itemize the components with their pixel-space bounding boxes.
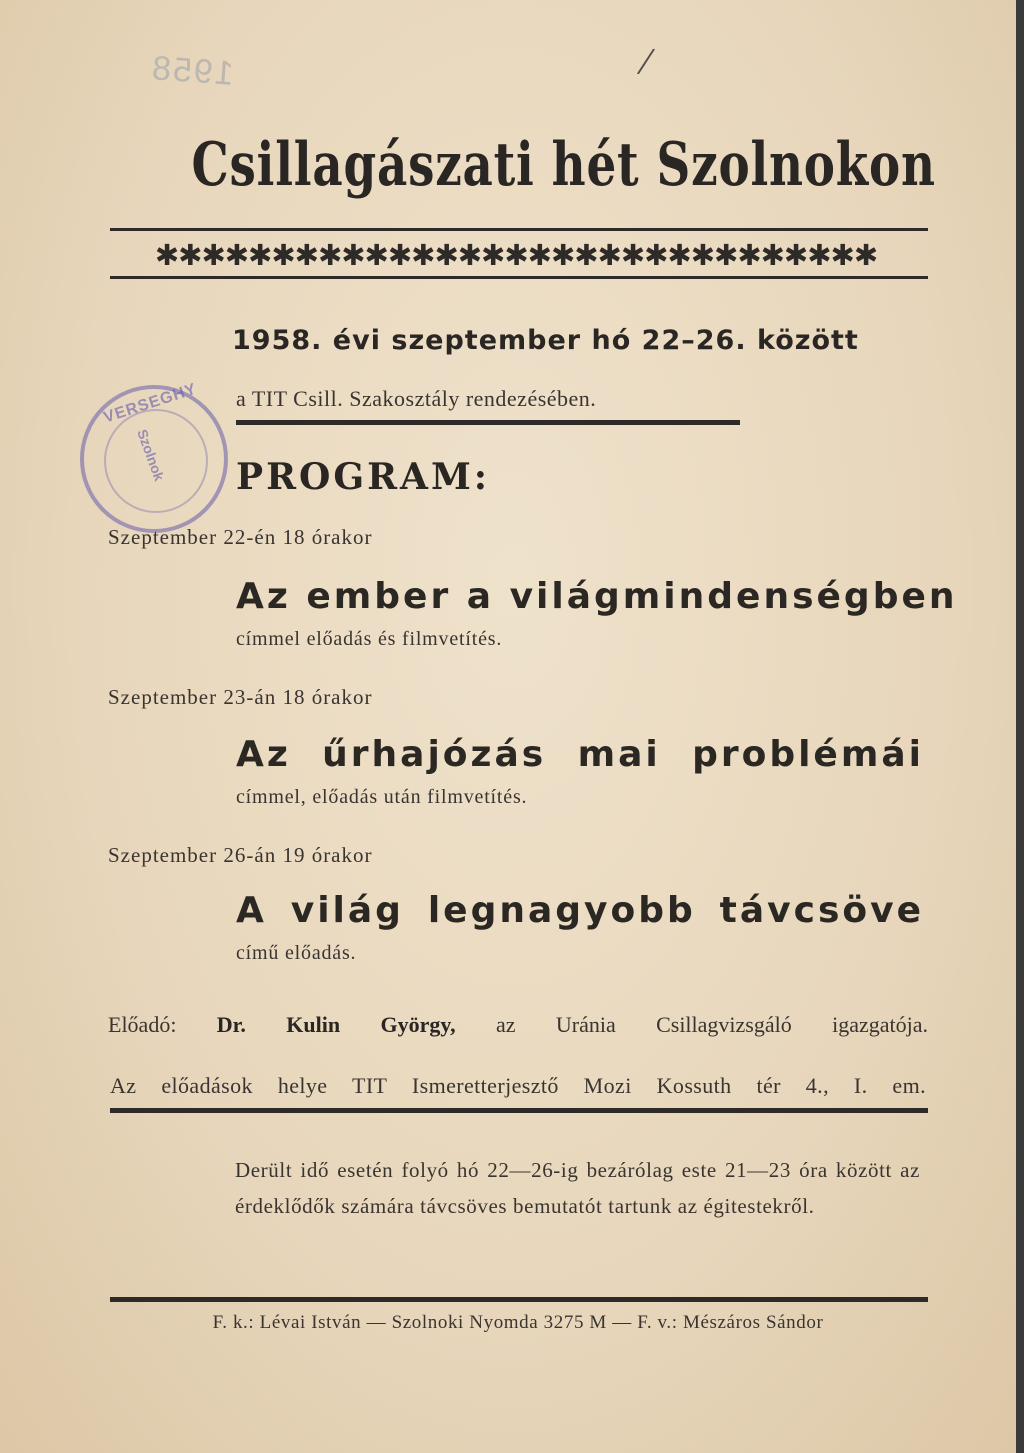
printer-footer: F. k.: Lévai István — Szolnoki Nyomda 3275 M — F. v.: Mészáros Sándor	[212, 1312, 824, 1333]
lecturer-role: az Uránia Csillagvizsgáló igazgatója.	[495, 1012, 928, 1037]
venue-line: Az előadások helye TIT Ismeretterjesztő Mozi Kossuth tér 4., I. em.	[110, 1073, 926, 1098]
event-dates: 1958. évi szeptember hó 22–26. között	[232, 325, 859, 356]
lecturer-line	[108, 1012, 928, 1038]
stamp-top-text: VERSEGHY	[101, 380, 200, 427]
title-rule-top	[110, 228, 928, 231]
program-heading: PROGRAM:	[236, 456, 491, 498]
event-2-time: Szeptember 23-án 18 órakor	[108, 685, 373, 709]
lecturer-name: Dr. Kulin György,	[216, 1012, 456, 1037]
pencil-note: 1958	[148, 49, 235, 93]
organizer-rule	[236, 420, 740, 425]
event-3-title: A világ legnagyobb távcsöve	[236, 890, 924, 931]
footer-rule	[110, 1297, 928, 1302]
event-1-time: Szeptember 22-én 18 órakor	[108, 525, 373, 549]
event-3-note: című előadás.	[236, 942, 357, 964]
stamp-mid-text: Szolnok	[134, 427, 168, 483]
event-1-title: Az ember a világmindenségben	[236, 576, 958, 617]
pen-mark: /	[634, 38, 658, 86]
scan-edge	[1016, 0, 1024, 1453]
organizer-line: a TIT Csill. Szakosztály rendezésében.	[236, 386, 597, 411]
poster-title: Csillagászati hét Szolnokon	[191, 130, 936, 200]
venue-rule	[110, 1108, 928, 1113]
library-stamp	[80, 380, 228, 533]
event-2-note: címmel, előadás után filmvetítés.	[236, 786, 528, 808]
title-rule-bottom	[110, 276, 928, 279]
star-border: ✱✱✱✱✱✱✱✱✱✱✱✱✱✱✱✱✱✱✱✱✱✱✱✱✱✱✱✱✱✱✱	[154, 238, 878, 272]
event-1-note: címmel előadás és filmvetítés.	[236, 628, 503, 650]
observation-note: Derült idő esetén folyó hó 22—26-ig bezárólag este 21—23 óra között az érdeklődők számára távcsöves bemutatót tartunk az égitestekről.	[235, 1158, 920, 1218]
lecturer-label: Előadó:	[108, 1012, 177, 1037]
event-2-title: Az űrhajózás mai problémái	[236, 734, 924, 775]
event-3-time: Szeptember 26-án 19 órakor	[108, 843, 373, 867]
